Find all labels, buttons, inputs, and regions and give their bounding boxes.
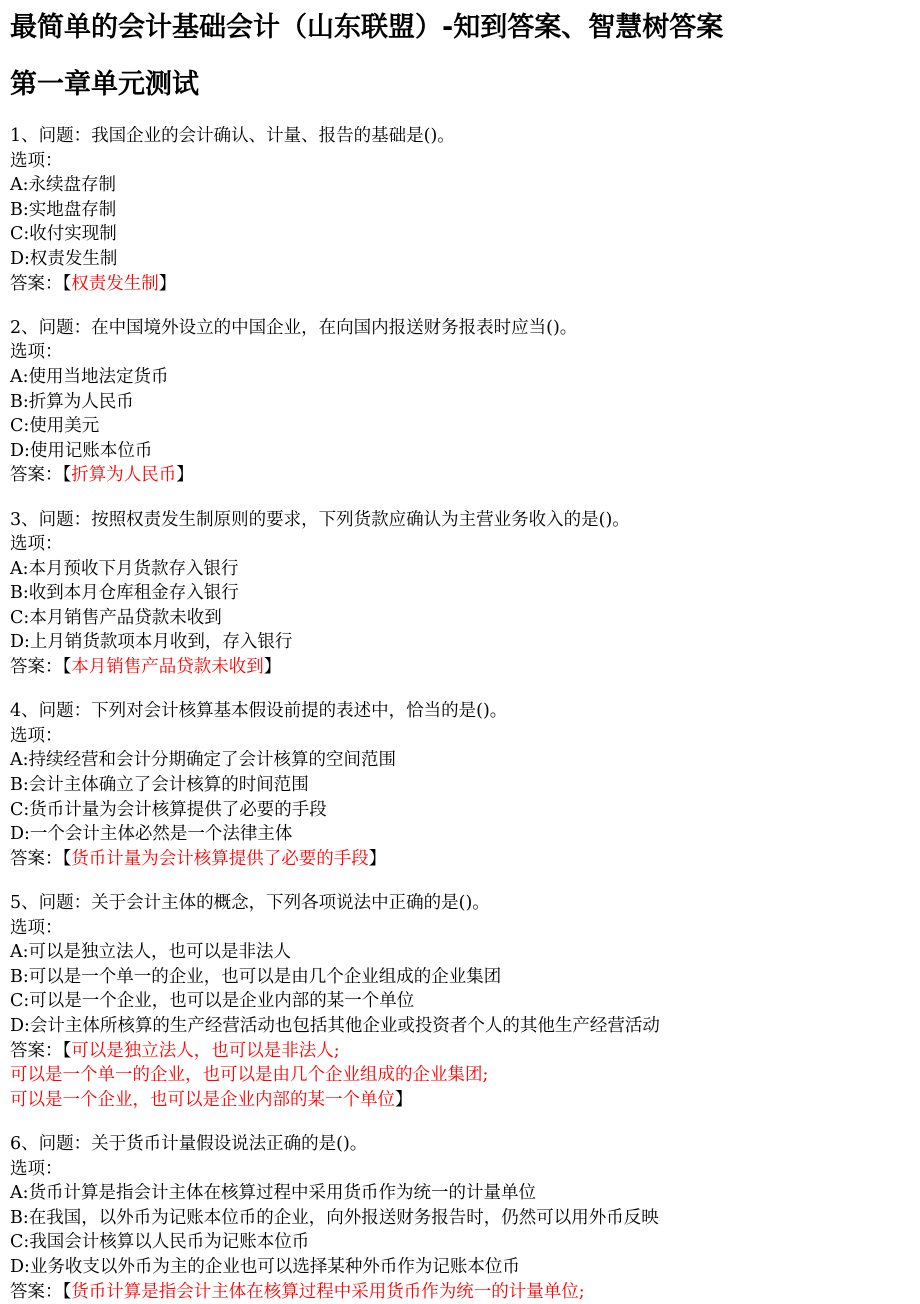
- option-item: A:货币计算是指会计主体在核算过程中采用货币作为统一的计量单位: [10, 1181, 910, 1206]
- option-item: A:使用当地法定货币: [10, 365, 910, 390]
- question-block: [10, 124, 910, 296]
- answer-bracket-open: 【: [63, 1282, 72, 1302]
- option-item: B:会计主体确立了会计核算的时间范围: [10, 773, 910, 798]
- question-prompt: 2、问题：在中国境外设立的中国企业，在向国内报送财务报表时应当()。: [10, 316, 910, 341]
- question-block: [10, 508, 910, 680]
- answer-line: [10, 1280, 910, 1304]
- answer-text: 折算为人民币: [71, 465, 176, 485]
- question-block: [10, 316, 910, 488]
- answer-text: 可以是一个单一的企业，也可以是由几个企业组成的企业集团;: [10, 1065, 488, 1085]
- option-item: D:权责发生制: [10, 247, 910, 272]
- question-prompt: 1、问题：我国企业的会计确认、计量、报告的基础是()。: [10, 124, 910, 149]
- answer-bracket-close: 】: [264, 657, 282, 677]
- answer-text: 货币计量为会计核算提供了必要的手段: [71, 849, 369, 869]
- answer-label: 答案：: [10, 1041, 63, 1061]
- option-item: C:收付实现制: [10, 222, 910, 247]
- answer-label: 答案：: [10, 849, 63, 869]
- option-item: B:收到本月仓库租金存入银行: [10, 581, 910, 606]
- question-list: [10, 124, 910, 1304]
- answer-line: [10, 1039, 910, 1064]
- answer-line: [10, 655, 910, 680]
- answer-bracket-open: 【: [63, 465, 72, 485]
- answer-bracket-open: 【: [63, 274, 72, 294]
- option-item: D:业务收支以外币为主的企业也可以选择某种外币作为记账本位币: [10, 1255, 910, 1280]
- question-prompt: 3、问题：按照权责发生制原则的要求，下列货款应确认为主营业务收入的是()。: [10, 508, 910, 533]
- options-label: 选项：: [10, 916, 910, 941]
- option-item: A:本月预收下月货款存入银行: [10, 557, 910, 582]
- answer-text: 本月销售产品贷款未收到: [71, 657, 264, 677]
- answer-label: 答案：: [10, 657, 63, 677]
- option-item: C:可以是一个企业，也可以是企业内部的某一个单位: [10, 989, 910, 1014]
- option-item: C:本月销售产品贷款未收到: [10, 606, 910, 631]
- option-item: A:可以是独立法人，也可以是非法人: [10, 940, 910, 965]
- answer-bracket-open: 【: [63, 1041, 72, 1061]
- question-prompt: 5、问题：关于会计主体的概念，下列各项说法中正确的是()。: [10, 891, 910, 916]
- options-label: 选项：: [10, 149, 910, 174]
- option-item: A:持续经营和会计分期确定了会计核算的空间范围: [10, 748, 910, 773]
- answer-text: 权责发生制: [71, 274, 159, 294]
- answer-bracket-close: 】: [395, 1090, 413, 1110]
- answer-bracket-open: 【: [63, 849, 72, 869]
- question-block: [10, 699, 910, 871]
- answer-label: 答案：: [10, 1282, 63, 1302]
- question-prompt: 6、问题：关于货币计量假设说法正确的是()。: [10, 1132, 910, 1157]
- answer-bracket-close: 】: [159, 274, 177, 294]
- answer-bracket-close: 】: [369, 849, 387, 869]
- option-item: D:使用记账本位币: [10, 439, 910, 464]
- answer-label: 答案：: [10, 274, 63, 294]
- question-prompt: 4、问题：下列对会计核算基本假设前提的表述中，恰当的是()。: [10, 699, 910, 724]
- answer-text: 可以是一个企业，也可以是企业内部的某一个单位: [10, 1090, 395, 1110]
- option-item: D:一个会计主体必然是一个法律主体: [10, 822, 910, 847]
- answer-label: 答案：: [10, 465, 63, 485]
- answer-continuation-line: [10, 1063, 910, 1088]
- option-item: B:在我国，以外币为记账本位币的企业，向外报送财务报告时，仍然可以用外币反映: [10, 1206, 910, 1231]
- option-item: C:使用美元: [10, 414, 910, 439]
- question-block: [10, 1132, 910, 1304]
- answer-text: 货币计算是指会计主体在核算过程中采用货币作为统一的计量单位;: [71, 1282, 584, 1302]
- answer-line: [10, 847, 910, 872]
- chapter-title: 第一章单元测试: [10, 63, 910, 107]
- options-label: 选项：: [10, 1157, 910, 1182]
- option-item: D:上月销货款项本月收到，存入银行: [10, 630, 910, 655]
- answer-continuation-line: [10, 1088, 910, 1113]
- option-item: C:我国会计核算以人民币为记账本位币: [10, 1230, 910, 1255]
- options-label: 选项：: [10, 532, 910, 557]
- option-item: D:会计主体所核算的生产经营活动也包括其他企业或投资者个人的其他生产经营活动: [10, 1014, 910, 1039]
- answer-text: 可以是独立法人，也可以是非法人;: [71, 1041, 339, 1061]
- question-block: [10, 891, 910, 1112]
- option-item: B:实地盘存制: [10, 198, 910, 223]
- options-label: 选项：: [10, 340, 910, 365]
- answer-bracket-open: 【: [63, 657, 72, 677]
- options-label: 选项：: [10, 724, 910, 749]
- option-item: C:货币计量为会计核算提供了必要的手段: [10, 798, 910, 823]
- answer-bracket-close: 】: [176, 465, 194, 485]
- document-title: 最简单的会计基础会计（山东联盟）-知到答案、智慧树答案: [10, 6, 910, 50]
- option-item: B:折算为人民币: [10, 390, 910, 415]
- option-item: B:可以是一个单一的企业，也可以是由几个企业组成的企业集团: [10, 965, 910, 990]
- answer-line: [10, 272, 910, 297]
- answer-line: [10, 463, 910, 488]
- option-item: A:永续盘存制: [10, 173, 910, 198]
